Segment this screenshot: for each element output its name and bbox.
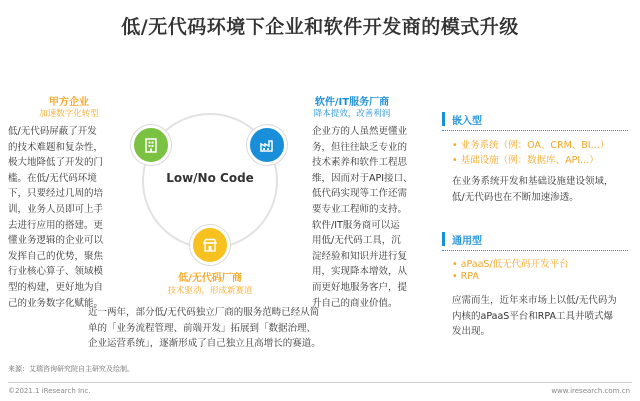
bottom-line: 近一两年，部分低/无代码独立厂商的服务范畴已经从简 [88,307,320,318]
enterprise-line: 发挥自己的优势，聚焦 [8,250,104,262]
embedded-line: 在业务系统开发和基础设施建设领域， [452,176,614,187]
enterprise-description [8,124,132,311]
enterprise-subtitle: 加速数字化转型 [39,109,99,119]
bottom-line: 单的「业务流程管理、前端开发」拓展到「数据治理、 [88,322,317,334]
embedded-heading: 嵌入型 [452,116,482,127]
center-label: Low/No Code [166,171,254,185]
embedded-description [452,174,632,205]
enterprise-node [131,125,171,165]
general-line: 内核的aPaaS平台和RPA工具井喷式爆 [452,310,614,322]
embedded-divider [442,130,628,131]
factory-icon [259,137,275,153]
it-vendor-subtitle: 降本提效，改善利润 [313,109,391,119]
lowcode-vendor-title: 低/无代码厂商 [178,273,242,284]
it-vendor-line: 淀经验和知识并进行复 [312,250,408,262]
it-vendor-line: 技术素养和软件工程思 [312,157,408,169]
building-icon [143,137,159,153]
enterprise-line: 型的构建，更好地为自 [8,281,104,293]
lowcode-vendor-node [190,225,230,265]
it-vendor-node [247,125,287,165]
storefront-icon [202,237,218,253]
enterprise-line: 懂业务逻辑的企业可以 [8,235,104,247]
general-bullet: • RPA [452,271,479,282]
copyright: ©2021.1 iResearch Inc. [8,387,91,395]
bottom-line: 企业运营系统」，逐渐形成了自己独立且高增长的赛道。 [88,338,321,350]
it-vendor-line: 低代码实现等工作还需 [312,188,408,200]
enterprise-line: 训，业务人员即可上手 [8,203,104,215]
it-vendor-line: 而更好地服务客户，提 [312,281,408,293]
enterprise-line: 极大地降低了开发的门 [8,157,104,169]
footer-rule [8,382,632,383]
source-note: 来源：艾瑞咨询研究院自主研究及绘制。 [8,365,134,373]
enterprise-title: 甲方企业 [49,97,89,108]
it-vendor-line: 企业方的人虽然更懂业 [312,126,408,137]
it-vendor-line: 务，但往往缺乏专业的 [312,141,408,153]
general-line: 发出现。 [452,326,491,338]
enterprise-line: 的技术难题和复杂性， [8,141,104,153]
it-vendor-description [312,124,422,311]
general-marker [442,232,445,246]
website-link[interactable]: www.iresearch.com.cn [551,387,630,395]
it-vendor-title: 软件/IT服务厂商 [314,97,390,108]
enterprise-line: 己的业务数字化赋能。 [8,297,104,309]
it-vendor-line: 用低/无代码工具，沉 [312,235,401,247]
embedded-bullet: • 基础设施（例：数据库、API...） [452,155,599,166]
general-description [452,293,634,340]
enterprise-line: 去进行应用的搭建。更 [8,219,104,231]
embedded-bullet: • 业务系统（例：OA、CRM、BI...） [452,140,610,151]
enterprise-line: 下，只要经过几周的培 [8,188,104,200]
it-vendor-line: 维，因而对于API接口、 [312,172,413,184]
enterprise-line: 槛。在低/无代码环境 [8,172,97,184]
it-vendor-line: 用，实现降本增效，从 [312,266,408,278]
embedded-line: 低/无代码也在不断加速渗透。 [452,191,579,203]
embedded-bullet-text: 基础设施（例：数据库、API...） [460,155,599,166]
enterprise-line: 低/无代码屏蔽了开发 [8,126,97,137]
lowcode-vendor-subtitle: 技术驱动，形成新赛道 [167,286,253,296]
general-divider [442,250,628,251]
bottom-description [88,305,363,352]
page-title: 低/无代码环境下企业和软件开发商的模式升级 [121,16,519,38]
it-vendor-line: 软件/IT服务商可以运 [312,219,400,231]
general-line: 应需而生，近年来市场上以低/无代码为 [452,295,617,306]
general-bullet: • aPaaS/低无代码开发平台 [452,259,569,270]
enterprise-line: 行业核心算子、领域模 [8,266,104,278]
embedded-marker [442,112,445,126]
embedded-bullet-text: 业务系统（例：OA、CRM、BI...） [460,140,610,151]
general-bullet-text: aPaaS/低无代码开发平台 [460,259,569,270]
it-vendor-line: 要专业工程师的支持。 [312,203,408,215]
it-vendor-line: 升自己的商业价值。 [312,297,398,309]
general-heading: 通用型 [452,236,482,247]
general-bullet-text: RPA [460,271,479,282]
